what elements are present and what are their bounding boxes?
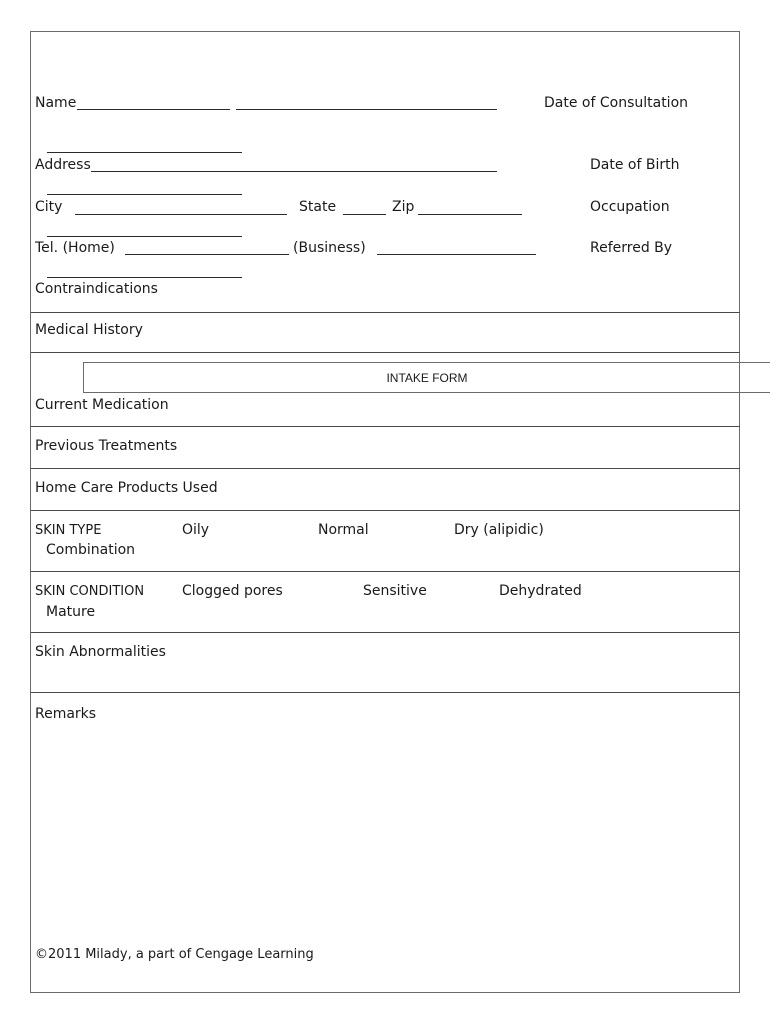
name-field-2[interactable] (236, 109, 497, 110)
skin-condition-dehydrated[interactable]: Dehydrated (499, 583, 582, 599)
contraindications-label: Contraindications (35, 281, 158, 297)
divider-previous-treatments (31, 468, 740, 469)
business-label: (Business) (293, 240, 366, 256)
left-column-field-4[interactable] (47, 277, 242, 278)
skin-condition-sensitive[interactable]: Sensitive (363, 583, 427, 599)
intake-form (30, 31, 740, 993)
skin-type-label: SKIN TYPE (35, 523, 102, 538)
tel-home-field[interactable] (125, 254, 289, 255)
skin-condition-clogged-pores[interactable]: Clogged pores (182, 583, 283, 599)
divider-skin-condition (31, 632, 740, 633)
address-field[interactable] (91, 171, 497, 172)
zip-field[interactable] (418, 214, 522, 215)
referred-by-label: Referred By (590, 240, 673, 256)
divider-contraindications (31, 312, 740, 313)
divider-skin-type (31, 571, 740, 572)
skin-type-normal[interactable]: Normal (318, 522, 369, 538)
current-medication-label: Current Medication (35, 397, 169, 413)
city-field[interactable] (75, 214, 287, 215)
tel-business-field[interactable] (377, 254, 536, 255)
divider-current-medication (31, 426, 740, 427)
remarks-label: Remarks (35, 706, 97, 722)
medical-history-label: Medical History (35, 322, 143, 338)
state-label: State (299, 199, 337, 215)
home-care-label: Home Care Products Used (35, 480, 218, 496)
skin-type-oily[interactable]: Oily (182, 522, 210, 538)
name-label: Name (35, 95, 77, 111)
left-column-field-1[interactable] (47, 152, 242, 153)
skin-type-combination[interactable]: Combination (46, 542, 136, 558)
skin-abnormalities-label: Skin Abnormalities (35, 644, 166, 660)
skin-condition-label: SKIN CONDITION (35, 584, 145, 599)
previous-treatments-label: Previous Treatments (35, 438, 178, 454)
intake-form-banner (83, 362, 770, 393)
divider-home-care (31, 510, 740, 511)
date-of-consultation-label: Date of Consultation (544, 95, 689, 111)
left-column-field-3[interactable] (47, 236, 242, 237)
copyright-footer: ©2011 Milady, a part of Cengage Learning (35, 947, 314, 962)
state-field[interactable] (343, 214, 386, 215)
intake-form-title: INTAKE FORM (386, 371, 468, 385)
zip-label: Zip (392, 199, 415, 215)
skin-type-dry[interactable]: Dry (alipidic) (454, 522, 544, 538)
divider-medical-history (31, 352, 740, 353)
date-of-birth-label: Date of Birth (590, 157, 680, 173)
divider-skin-abnormalities (31, 692, 740, 693)
name-field[interactable] (77, 109, 230, 110)
address-label: Address (35, 157, 91, 173)
left-column-field-2[interactable] (47, 194, 242, 195)
skin-condition-mature[interactable]: Mature (46, 604, 96, 620)
tel-home-label: Tel. (Home) (35, 240, 115, 256)
occupation-label: Occupation (590, 199, 670, 215)
city-label: City (35, 199, 63, 215)
